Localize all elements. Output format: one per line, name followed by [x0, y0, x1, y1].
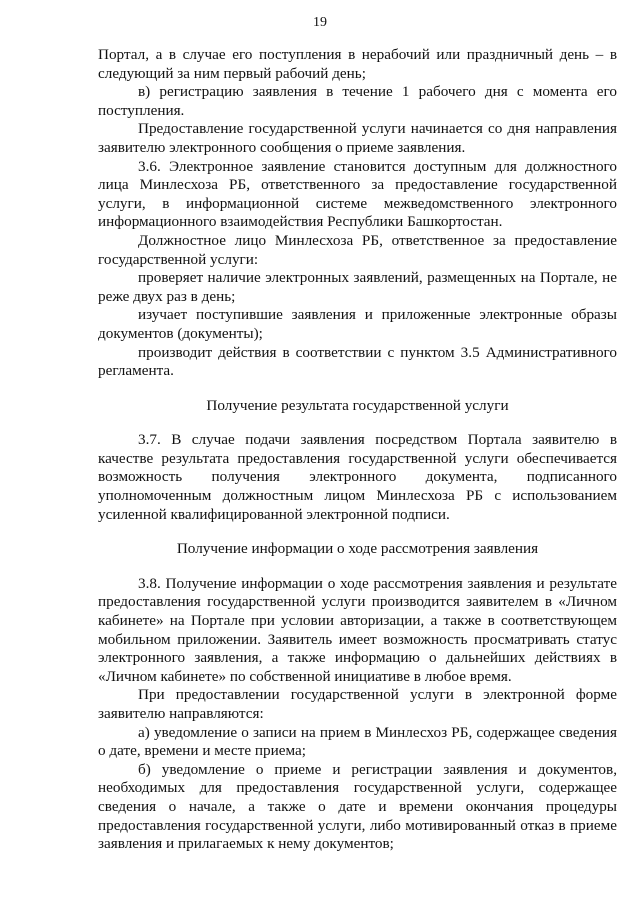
- paragraph: 3.6. Электронное заявление становится доступным для должностного лица Минлесхоза РБ, ответственного за предоставление государственной услуги, в информационной системе межведомственного электронного информационного взаимодействия Республики Башкортостан.: [98, 157, 617, 231]
- page-number: 19: [313, 15, 327, 30]
- section-heading: Получение информации о ходе рассмотрения заявления: [176, 540, 539, 558]
- paragraph: Предоставление государственной услуги начинается со дня направления заявителю электронного сообщения о приеме заявления.: [98, 120, 617, 156]
- paragraph: Портал, а в случае его поступления в нерабочий или праздничный день – в следующий за ним первый рабочий день;: [98, 46, 617, 82]
- section-heading: Получение результата государственной услуги: [206, 396, 509, 414]
- paragraph: а) уведомление о записи на прием в Минлесхоз РБ, содержащее сведения о дате, времени и месте приема;: [98, 723, 617, 760]
- paragraph: При предоставлении государственной услуги в электронной форме заявителю направляются:: [98, 686, 617, 722]
- paragraph: 3.8. Получение информации о ходе рассмотрения заявления и результате предоставления государственной услуги производится заявителем в «Личном кабинете» на Портале при условии авторизации, а также в соответствующем мобильном приложении. Заявитель имеет возможность просматривать статус электронного заявления, а также информацию о дальнейших действиях в «Личном кабинете» по собственной инициативе в любое время.: [98, 574, 617, 685]
- paragraph: Должностное лицо Минлесхоза РБ, ответственное за предоставление государственной услуги:: [98, 231, 617, 268]
- paragraph: б) уведомление о приеме и регистрации заявления и документов, необходимых для предоставления государственной услуги, содержащее сведения о начале, а также о дате и времени окончания процедуры предоставления государственной услуги, либо мотивированный отказ в приеме заявления и прилагаемых к нему документов;: [98, 760, 617, 853]
- paragraph: 3.7. В случае подачи заявления посредством Портала заявителю в качестве результата предоставления государственной услуги обеспечивается возможность получения электронного документа, подписанного уполномоченным должностным лицом Минлесхоза РБ с использованием усиленной квалифицированной электронной подписи.: [98, 431, 617, 523]
- paragraph: производит действия в соответствии с пунктом 3.5 Административного регламента.: [98, 343, 617, 380]
- document-body: [98, 46, 617, 854]
- paragraph: в) регистрацию заявления в течение 1 рабочего дня с момента его поступления.: [98, 83, 617, 119]
- paragraph: изучает поступившие заявления и приложенные электронные образы документов (документы);: [98, 306, 617, 342]
- paragraph: проверяет наличие электронных заявлений, размещенных на Портале, не реже двух раз в день;: [98, 269, 617, 305]
